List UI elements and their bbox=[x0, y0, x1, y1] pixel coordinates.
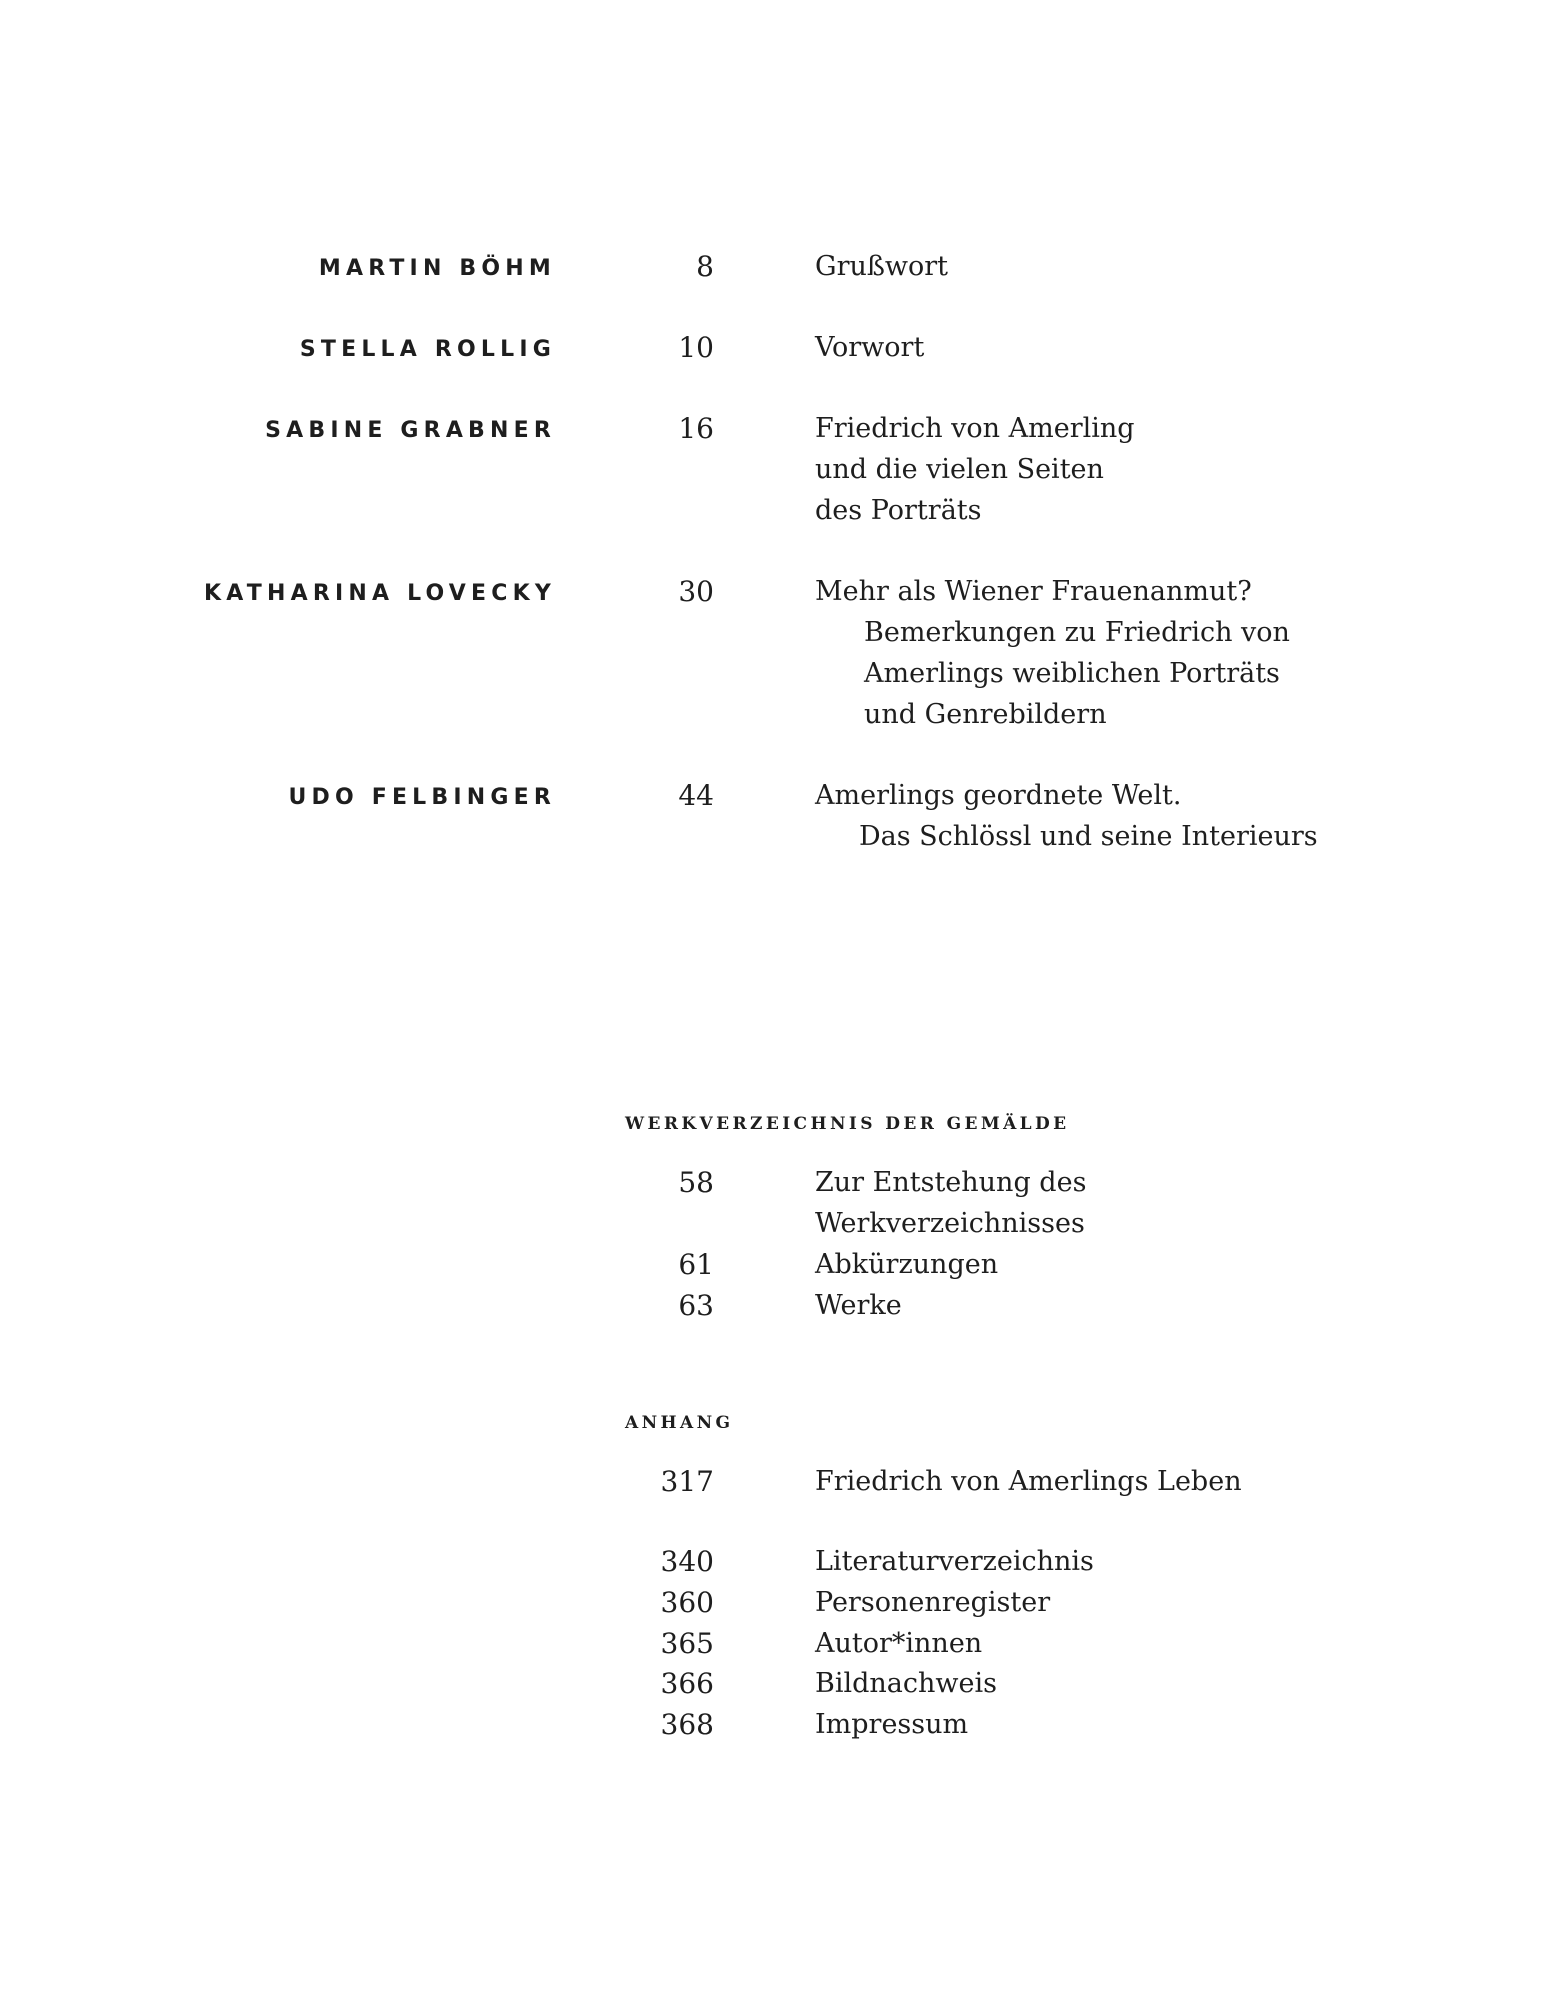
entry-title-line: Amerlings geordnete Welt. bbox=[815, 780, 1182, 811]
entry-title bbox=[815, 1244, 998, 1285]
entry-page-number: 360 bbox=[660, 1586, 714, 1619]
entry-page-number: 16 bbox=[678, 412, 714, 445]
entry-title-line: Friedrich von Amerling bbox=[815, 413, 1135, 444]
entry-title bbox=[815, 571, 1290, 735]
entry-title bbox=[815, 1285, 902, 1326]
entry-title bbox=[815, 246, 948, 287]
entry-title-line: Bemerkungen zu Friedrich von bbox=[864, 617, 1290, 648]
entry-author: KATHARINA LOVECKY bbox=[204, 581, 556, 606]
entry-title-line: Autor*innen bbox=[815, 1628, 983, 1659]
entry-page-number: 44 bbox=[678, 779, 714, 812]
entry-page-number: 317 bbox=[660, 1465, 714, 1498]
entry-title bbox=[815, 1663, 997, 1704]
entry-title bbox=[815, 1541, 1094, 1582]
section-heading-anhang: ANHANG bbox=[625, 1413, 734, 1433]
entry-title bbox=[815, 1162, 1086, 1244]
entry-page-number: 365 bbox=[660, 1627, 714, 1660]
entry-page-number: 340 bbox=[660, 1545, 714, 1578]
entry-title bbox=[815, 1704, 968, 1745]
entry-title-line: Personenregister bbox=[815, 1587, 1051, 1618]
section-heading-werkverzeichnis: WERKVERZEICHNIS DER GEMÄLDE bbox=[625, 1114, 1070, 1134]
entry-page-number: 10 bbox=[678, 331, 714, 364]
entry-page-number: 61 bbox=[678, 1248, 714, 1281]
entry-page-number: 58 bbox=[678, 1166, 714, 1199]
entry-title-line: und Genrebildern bbox=[864, 699, 1107, 730]
entry-title-line: Werkverzeichnisses bbox=[815, 1208, 1085, 1239]
entry-title-line: Grußwort bbox=[815, 251, 949, 282]
entry-title-line: Vorwort bbox=[815, 332, 925, 363]
entry-title-line: Amerlings weiblichen Porträts bbox=[864, 658, 1280, 689]
entry-title-line: Bildnachweis bbox=[815, 1668, 997, 1699]
entry-title-line: des Porträts bbox=[815, 495, 982, 526]
entry-title bbox=[815, 1623, 982, 1664]
entry-title-line: Mehr als Wiener Frauenanmut? bbox=[815, 576, 1252, 607]
entry-title bbox=[815, 327, 924, 368]
entry-author: UDO FELBINGER bbox=[288, 785, 556, 810]
entry-title-line: Werke bbox=[815, 1290, 902, 1321]
entry-page-number: 8 bbox=[696, 250, 714, 283]
entry-page-number: 368 bbox=[660, 1708, 714, 1741]
entry-title bbox=[815, 1582, 1050, 1623]
entry-title-line: Abkürzungen bbox=[815, 1249, 999, 1280]
entry-title-line: Impressum bbox=[815, 1709, 969, 1740]
entry-author: MARTIN BÖHM bbox=[318, 256, 556, 281]
entry-title-line: Friedrich von Amerlings Leben bbox=[815, 1466, 1242, 1497]
entry-page-number: 366 bbox=[660, 1667, 714, 1700]
entry-page-number: 63 bbox=[678, 1289, 714, 1322]
entry-title-line: Zur Entstehung des bbox=[815, 1167, 1087, 1198]
entry-author: STELLA ROLLIG bbox=[299, 337, 556, 362]
entry-title-line: und die vielen Seiten bbox=[815, 454, 1104, 485]
entry-title bbox=[815, 408, 1135, 531]
entry-title bbox=[815, 1461, 1242, 1502]
entry-title bbox=[815, 775, 1318, 857]
entry-author: SABINE GRABNER bbox=[265, 418, 556, 443]
entry-title-line: Das Schlössl und seine Interieurs bbox=[859, 821, 1318, 852]
entry-title-line: Literaturverzeichnis bbox=[815, 1546, 1094, 1577]
entry-page-number: 30 bbox=[678, 575, 714, 608]
